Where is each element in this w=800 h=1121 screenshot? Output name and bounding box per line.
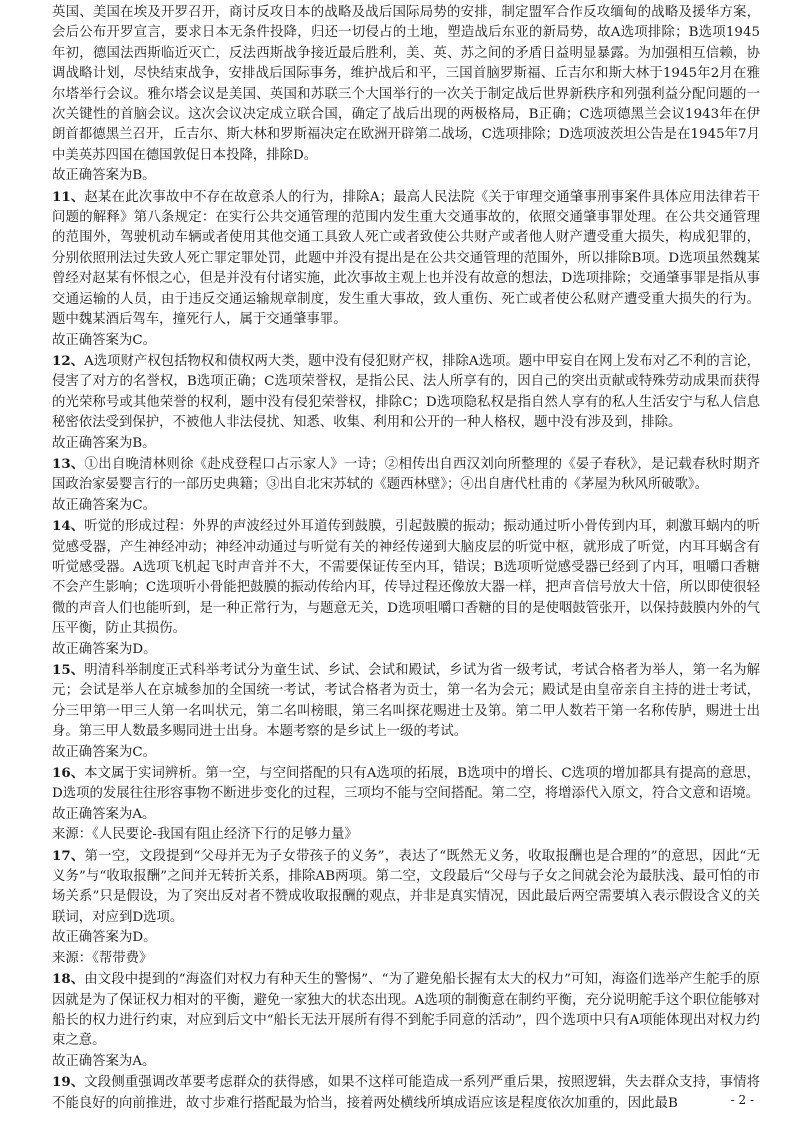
explanation-text: 本文属于实词辨析。第一空，与空间搭配的只有A选项的拓展，B选项中的增长、C选项的增加都具有提高的意思，D选项的发展往往形容事物不断进步变化的过程，三项均不能与空间搭配。第二空，将增添代入原文，符合文意和语境。 xyxy=(52,766,760,802)
answer-line: 故正确答案为D。 xyxy=(52,641,157,657)
question-explanation xyxy=(52,660,760,743)
question-number: 17、 xyxy=(52,847,85,864)
explanation-text: 由文段中提到的“海盗们对权力有种天生的警惕”、“为了避免船长握有太大的权力”可知，海盗们选举产生舵手的原因就是为了保证权力相对的平衡，避免一家独大的状态出现。A选项的制衡意在制约平衡，充分说明舵手这个职位能够对船长的权力进行约束，对应到后文中“船长无法开展所有得不到舵手同意的活动”，四个选项中只有A项能体现出对权力约束之意。 xyxy=(52,972,760,1049)
page-number: - 2 - xyxy=(730,1093,754,1107)
question-number: 16、 xyxy=(52,765,85,782)
explanation-text: 赵某在此次事故中不存在故意杀人的行为，排除A；最高人民法院《关于审理交通肇事刑事案件具体应用法律若干问题的解释》第八条规定：在实行公共交通管理的范围内发生重大交通事故的，依照交通肇事罪处理。在公共交通管理的范围外，驾驶机动车辆或者使用其他交通工具致人死亡或者致使公共财产或者他人财产遭受重大损失，构成犯罪的，分别依照刑法过失致人死亡罪定罪处罚，此题中并没有提出是在公共交通管理的范围外，所以排除B项。D选项虽然魏某曾经对赵某有怀恨之心，但是并没有付诸实施，此次事故主观上也并没有故意的想法，D选项排除；交通肇事罪是指从事交通运输的人员，由于违反交通运输规章制度，发生重大事故，致人重伤、死亡或者使公私财产遭受重大损失的行为。题中魏某酒后驾车，撞死行人，属于交通肇事罪。 xyxy=(52,189,760,328)
explanation-paragraph xyxy=(52,3,760,166)
explanation-text: 英国、美国在埃及开罗召开，商讨反攻日本的战略及战后国际局势的安排，制定盟军合作反攻缅甸的战略及援华方案，会后公布开罗宣言，要求日本无条件投降，归还一切侵占的土地，塑造战后东亚的新局势，故A选项排除；B选项1945年初，德国法西斯临近灭亡，反法西斯战争接近最后胜利，美、英、苏之间的矛盾日益明显暴露。为加强相互信赖，协调战略计划，尽快结束战争，安排战后国际事务，维护战后和平，三国首脑罗斯福、丘吉尔和斯大林于1945年2月在雅尔塔举行会议。雅尔塔会议是美国、英国和苏联三个大国举行的一次关于制定战后世界新秩序和列强利益分配问题的一次关键性的首脑会议。这次会议决定成立联合国，确定了战后出现的两极格局，B正确；C选项德黑兰会议1943年在伊朗首都德黑兰召开，丘吉尔、斯大林和罗斯福决定在欧洲开辟第二战场，C选项排除；D选项波茨坦公告是在1945年7月中美英苏四国在德国敦促日本投降，排除D。 xyxy=(52,5,760,163)
answer-line: 故正确答案为A。 xyxy=(52,1053,156,1069)
question-explanation xyxy=(52,763,760,805)
question-number: 12、 xyxy=(52,352,85,369)
question-number: 14、 xyxy=(52,518,85,535)
question-explanation xyxy=(52,351,760,434)
answer-line: 故正确答案为D。 xyxy=(52,930,157,946)
explanation-text: 明清科举制度正式科举考试分为童生试、乡试、会试和殿试，乡试为省一级考试，考试合格者为举人，第一名为解元；会试是举人在京城参加的全国统一考试，考试合格者为贡士，第一名为会元；殿试是由皇帝亲自主持的进士考试，分三甲第一甲三人第一名叫状元，第二名叫榜眼，第三名叫探花赐进士及第。第二甲人数若干第一名称传胪，赐进士出身。第三甲人数最多赐同进士出身。本题考察的是乡试上一级的考试。 xyxy=(52,663,760,740)
answer-line: 故正确答案为A。 xyxy=(52,806,156,822)
question-explanation xyxy=(52,969,760,1052)
answer-line: 来源：《帮带费》 xyxy=(52,950,153,966)
explanation-text: A选项财产权包括物权和债权两大类，题中没有侵犯财产权，排除A选项。题中甲妄自在网上发布对乙不利的言论，侵害了对方的名誉权，B选项正确；C选项荣誉权，是指公民、法人所享有的，因自己的突出贡献或特殊劳动成果而获得的光荣称号或其他荣誉的权利，题中没有侵犯荣誉权，排除C；D选项隐私权是指自然人享有的私人生活安宁与私人信息秘密依法受到保护，不被他人非法侵扰、知悉、收集、利用和公开的一种人格权，题中没有涉及到，排除。 xyxy=(52,353,760,431)
explanation-text: 第一空，文段提到“父母并无为子女带孩子的义务”，表达了“既然无义务，收取报酬也是合理的”的意思，因此“无义务”与“收取报酬”之间并无转折关系，排除AB两项。第二空，文段最后“父母与子女之间就会沦为最肤浅、最可怕的市场关系”只是假设，为了突出反对者不赞成收取报酬的观点，并非是真实情况，因此最后两空需要填入表示假设含义的关联词，对应到D选项。 xyxy=(52,848,760,925)
question-number: 18、 xyxy=(52,971,85,988)
answer-line: 故正确答案为B。 xyxy=(52,168,156,184)
question-explanation xyxy=(52,516,760,639)
question-explanation xyxy=(52,1072,760,1114)
document-body xyxy=(52,3,760,1114)
answer-line: 故正确答案为C。 xyxy=(52,744,156,760)
explanation-text: 听觉的形成过程：外界的声波经过外耳道传到鼓膜，引起鼓膜的振动；振动通过听小骨传到内耳，刺激耳蜗内的听觉感受器，产生神经冲动；神经冲动通过与听觉有关的神经传递到大脑皮层的听觉中枢，就形成了听觉，内耳耳蜗含有听觉感受器。A选项飞机起飞时声音并不大，不需要保证传至内耳，错误；B选项听觉感受器已经到了内耳，咀嚼口香糖不会产生影响；C选项听小骨能把鼓膜的振动传给内耳，传导过程还像放大器一样，把声音信号放大十倍，所以即使很轻微的声音人们也能听到，是一种正常行为，与题意无关，D选项咀嚼口香糖的目的是使咽鼓管张开，以保持鼓膜内外的气压平衡，防止其损伤。 xyxy=(52,519,760,637)
answer-line: 故正确答案为B。 xyxy=(52,435,156,451)
answer-line: 来源：《人民要论-我国有阻止经济下行的足够力量》 xyxy=(52,827,358,843)
question-number: 13、 xyxy=(52,455,85,472)
answer-line: 故正确答案为C。 xyxy=(52,332,156,348)
question-number: 15、 xyxy=(52,662,85,678)
question-explanation xyxy=(52,454,760,496)
question-number: 11、 xyxy=(52,188,85,205)
explanation-text: 文段侧重强调改革要考虑群众的获得感，如果不这样可能造成一系列严重后果，按照逻辑，失去群众支持，事情将不能良好的向前推进，故寸步难行搭配最为恰当，接着两处横线所填成语应该是程度依次加重的，因此最B xyxy=(52,1075,760,1111)
explanation-text: ①出自晚清林则徐《赴戍登程口占示家人》一诗；②相传出自西汉刘向所整理的《晏子春秋》，是记载春秋时期齐国政治家晏婴言行的一部历史典籍；③出自北宋苏轼的《题西林壁》；④出自唐代杜甫的《茅屋为秋风所破歌》。 xyxy=(52,456,760,493)
question-explanation xyxy=(52,846,760,929)
answer-line: 故正确答案为C。 xyxy=(52,497,156,513)
question-explanation xyxy=(52,187,760,331)
question-number: 19、 xyxy=(52,1074,85,1091)
